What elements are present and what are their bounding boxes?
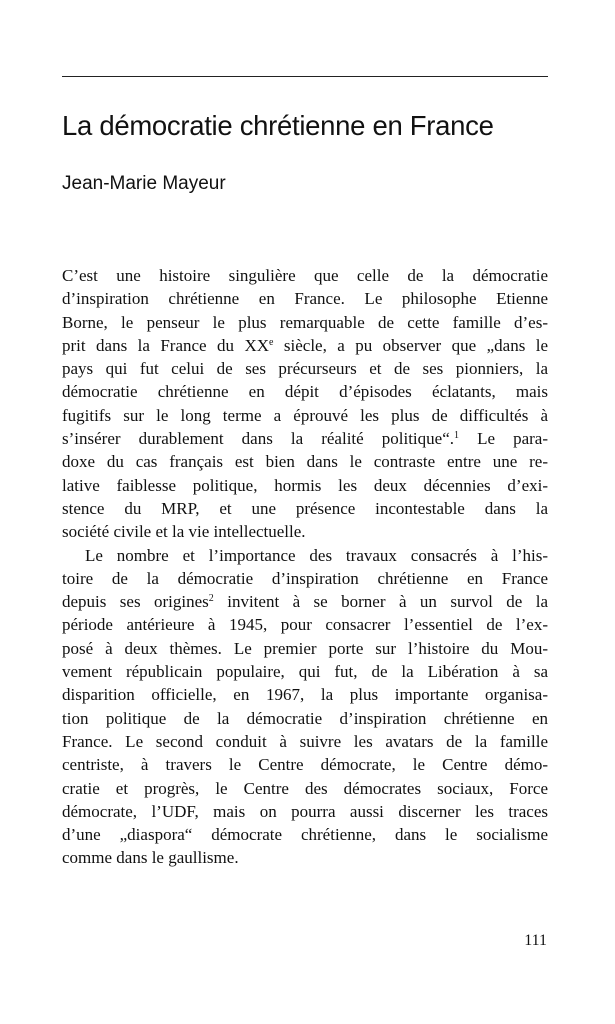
text-line: vement républicain populaire, qui fut, de la Libération à sa: [62, 662, 548, 682]
text-line: posé à deux thèmes. Le premier porte sur l’histoire du Mou-: [62, 638, 548, 658]
text-line: centriste, à travers le Centre démocrate, le Centre démo-: [62, 755, 548, 775]
text-line: France. Le second conduit à suivre les avatars de la famille: [62, 731, 548, 751]
article-title: La démocratie chrétienne en France: [62, 110, 494, 141]
article-body: [62, 264, 548, 870]
text-line: disparition officielle, en 1967, la plus importante organisa-: [62, 685, 548, 705]
superscript: 2: [208, 593, 214, 605]
text-line: démocratie chrétienne en dépit d’épisodes éclatants, mais: [62, 382, 548, 402]
paragraph: [62, 544, 548, 870]
text-line: société civile et la vie intellectuelle.: [62, 522, 306, 542]
paragraph: [62, 264, 548, 544]
text-line: [62, 427, 548, 450]
text-line: toire de la démocratie d’inspiration chrétienne en France: [62, 568, 548, 588]
superscript: 1: [454, 430, 459, 442]
text-line: C’est une histoire singulière que celle de la démocratie: [62, 266, 548, 285]
text-line: [62, 590, 548, 613]
text-line: stence du MRP, et une présence incontestable dans la: [62, 498, 548, 518]
superscript: e: [269, 336, 274, 348]
text-line: fugitifs sur le long terme a éprouvé les plus de difficultés à: [62, 405, 548, 425]
text-run: prit dans la France du XX: [62, 335, 269, 355]
text-line: pays qui fut celui de ses précurseurs et de ses pionniers, la: [62, 359, 548, 379]
header-rule: [62, 76, 548, 77]
text-line: tion politique de la démocratie d’inspiration chrétienne en: [62, 708, 548, 728]
text-run: depuis ses origines: [62, 592, 209, 612]
text-line: comme dans le gaullisme.: [62, 848, 239, 868]
text-line: [62, 334, 548, 357]
text-line: période antérieure à 1945, pour consacrer l’essentiel de l’ex-: [62, 615, 548, 635]
text-line: d’inspiration chrétienne en France. Le philosophe Etienne: [62, 289, 548, 309]
text-line: démocrate, l’UDF, mais on pourra aussi discerner les traces: [62, 801, 548, 821]
text-line: lative faiblesse politique, hormis les deux décennies d’exi-: [62, 475, 548, 495]
text-line: Borne, le penseur le plus remarquable de cette famille d’es-: [62, 312, 548, 332]
article-author: Jean-Marie Mayeur: [62, 173, 226, 194]
text-run: siècle, a pu observer que „dans le: [273, 335, 549, 355]
text-line: cratie et progrès, le Centre des démocrates sociaux, Force: [62, 778, 548, 798]
text-run: s’insérer durablement dans la réalité politique“.: [62, 429, 454, 449]
page-number: 111: [524, 932, 547, 949]
text-line: d’une „diaspora“ démocrate chrétienne, dans le socialisme: [62, 825, 548, 845]
text-run: invitent à se borner à un survol de la: [213, 592, 549, 612]
text-run: Le para-: [459, 429, 548, 449]
text-line: doxe du cas français est bien dans le contraste entre une re-: [62, 452, 548, 472]
text-line: Le nombre et l’importance des travaux consacrés à l’his-: [85, 545, 548, 565]
